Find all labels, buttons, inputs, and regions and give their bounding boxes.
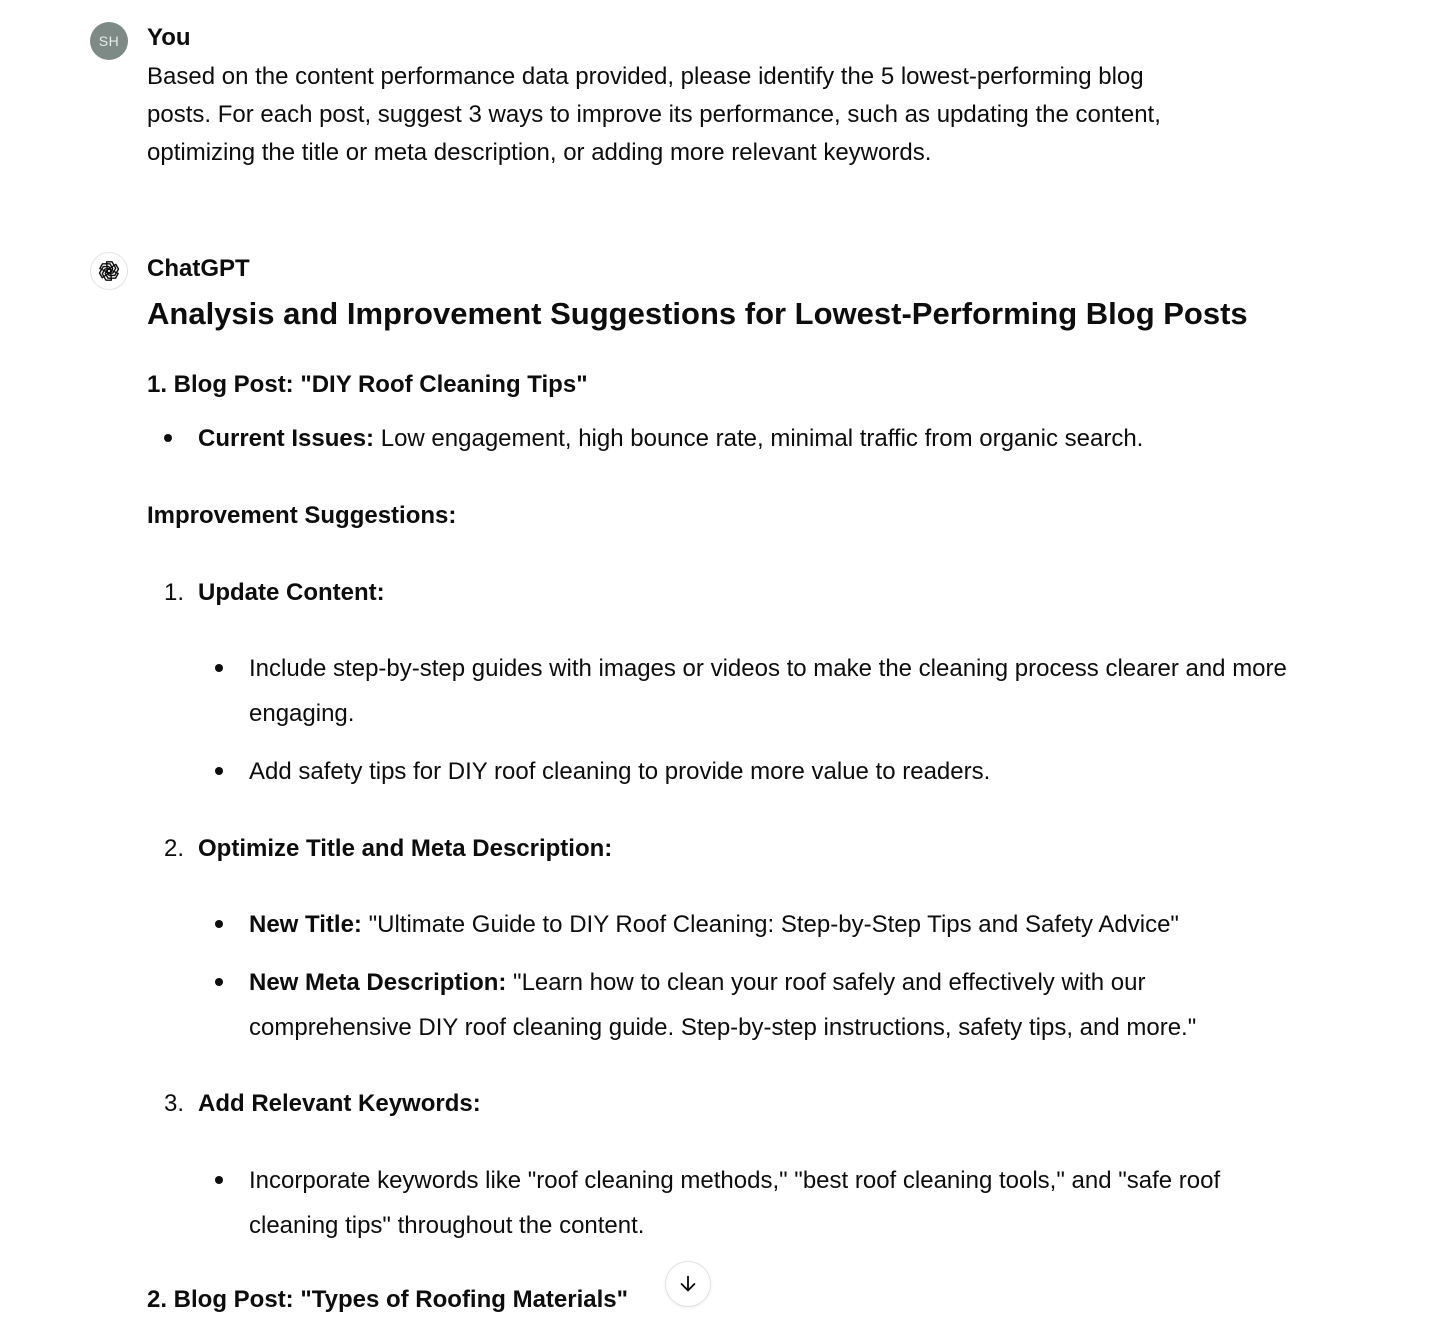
- list-number: 2.: [163, 835, 184, 862]
- openai-logo-icon: [90, 252, 128, 290]
- user-message-text: Based on the content performance data provided, please identify the 5 lowest-performing blog posts. For each post, suggest 3 ways to improve its performance, such as updating the content, optimizing the title or meta description, or adding more relevant keywords.: [147, 63, 1161, 166]
- bullet-icon: [164, 434, 172, 442]
- user-author-name: You: [147, 24, 191, 51]
- post-1-title: 1. Blog Post: "DIY Roof Cleaning Tips": [147, 371, 588, 398]
- new-meta-text: "Learn how to clean your roof safely and effectively with our comprehensive DIY roof cleaning guide. Step-by-step instructions, safety tips, and more.": [249, 969, 1197, 1041]
- new-meta-label: New Meta Description:: [249, 969, 507, 996]
- list-item: Include step-by-step guides with images or videos to make the cleaning process clearer and more engaging.: [249, 655, 1287, 727]
- add-keywords-label: Add Relevant Keywords:: [198, 1090, 481, 1117]
- optimize-title-label: Optimize Title and Meta Description:: [198, 835, 613, 862]
- arrow-down-icon: [677, 1273, 699, 1295]
- bullet-icon: [215, 767, 223, 775]
- bullet-icon: [215, 920, 223, 928]
- list-item: Add safety tips for DIY roof cleaning to provide more value to readers.: [249, 758, 991, 785]
- new-title-item: [249, 902, 1179, 947]
- avatar-initials: SH: [98, 33, 120, 49]
- new-title-label: New Title:: [249, 911, 362, 938]
- current-issues-text: Low engagement, high bounce rate, minimal traffic from organic search.: [374, 425, 1144, 452]
- response-heading: Analysis and Improvement Suggestions for Lowest-Performing Blog Posts: [147, 296, 1248, 331]
- update-content-label: Update Content:: [198, 579, 385, 606]
- user-avatar: [90, 22, 128, 60]
- new-meta-description-item: [249, 960, 1284, 1050]
- scroll-to-bottom-button[interactable]: [665, 1261, 711, 1307]
- list-item: Incorporate keywords like "roof cleaning methods," "best roof cleaning tools," and "safe roof cleaning tips" throughout the content.: [249, 1167, 1221, 1239]
- post-2-title: 2. Blog Post: "Types of Roofing Materials": [147, 1286, 629, 1313]
- list-number: 3.: [163, 1090, 184, 1117]
- bullet-icon: [215, 664, 223, 672]
- list-number: 1.: [163, 579, 184, 606]
- assistant-author-name: ChatGPT: [147, 255, 250, 282]
- new-title-text: "Ultimate Guide to DIY Roof Cleaning: Step-by-Step Tips and Safety Advice": [361, 911, 1179, 938]
- current-issues-label: Current Issues:: [198, 425, 375, 452]
- bullet-icon: [215, 978, 223, 986]
- bullet-icon: [215, 1176, 223, 1184]
- improvement-suggestions-heading: Improvement Suggestions:: [147, 502, 457, 529]
- current-issues: [198, 416, 1143, 461]
